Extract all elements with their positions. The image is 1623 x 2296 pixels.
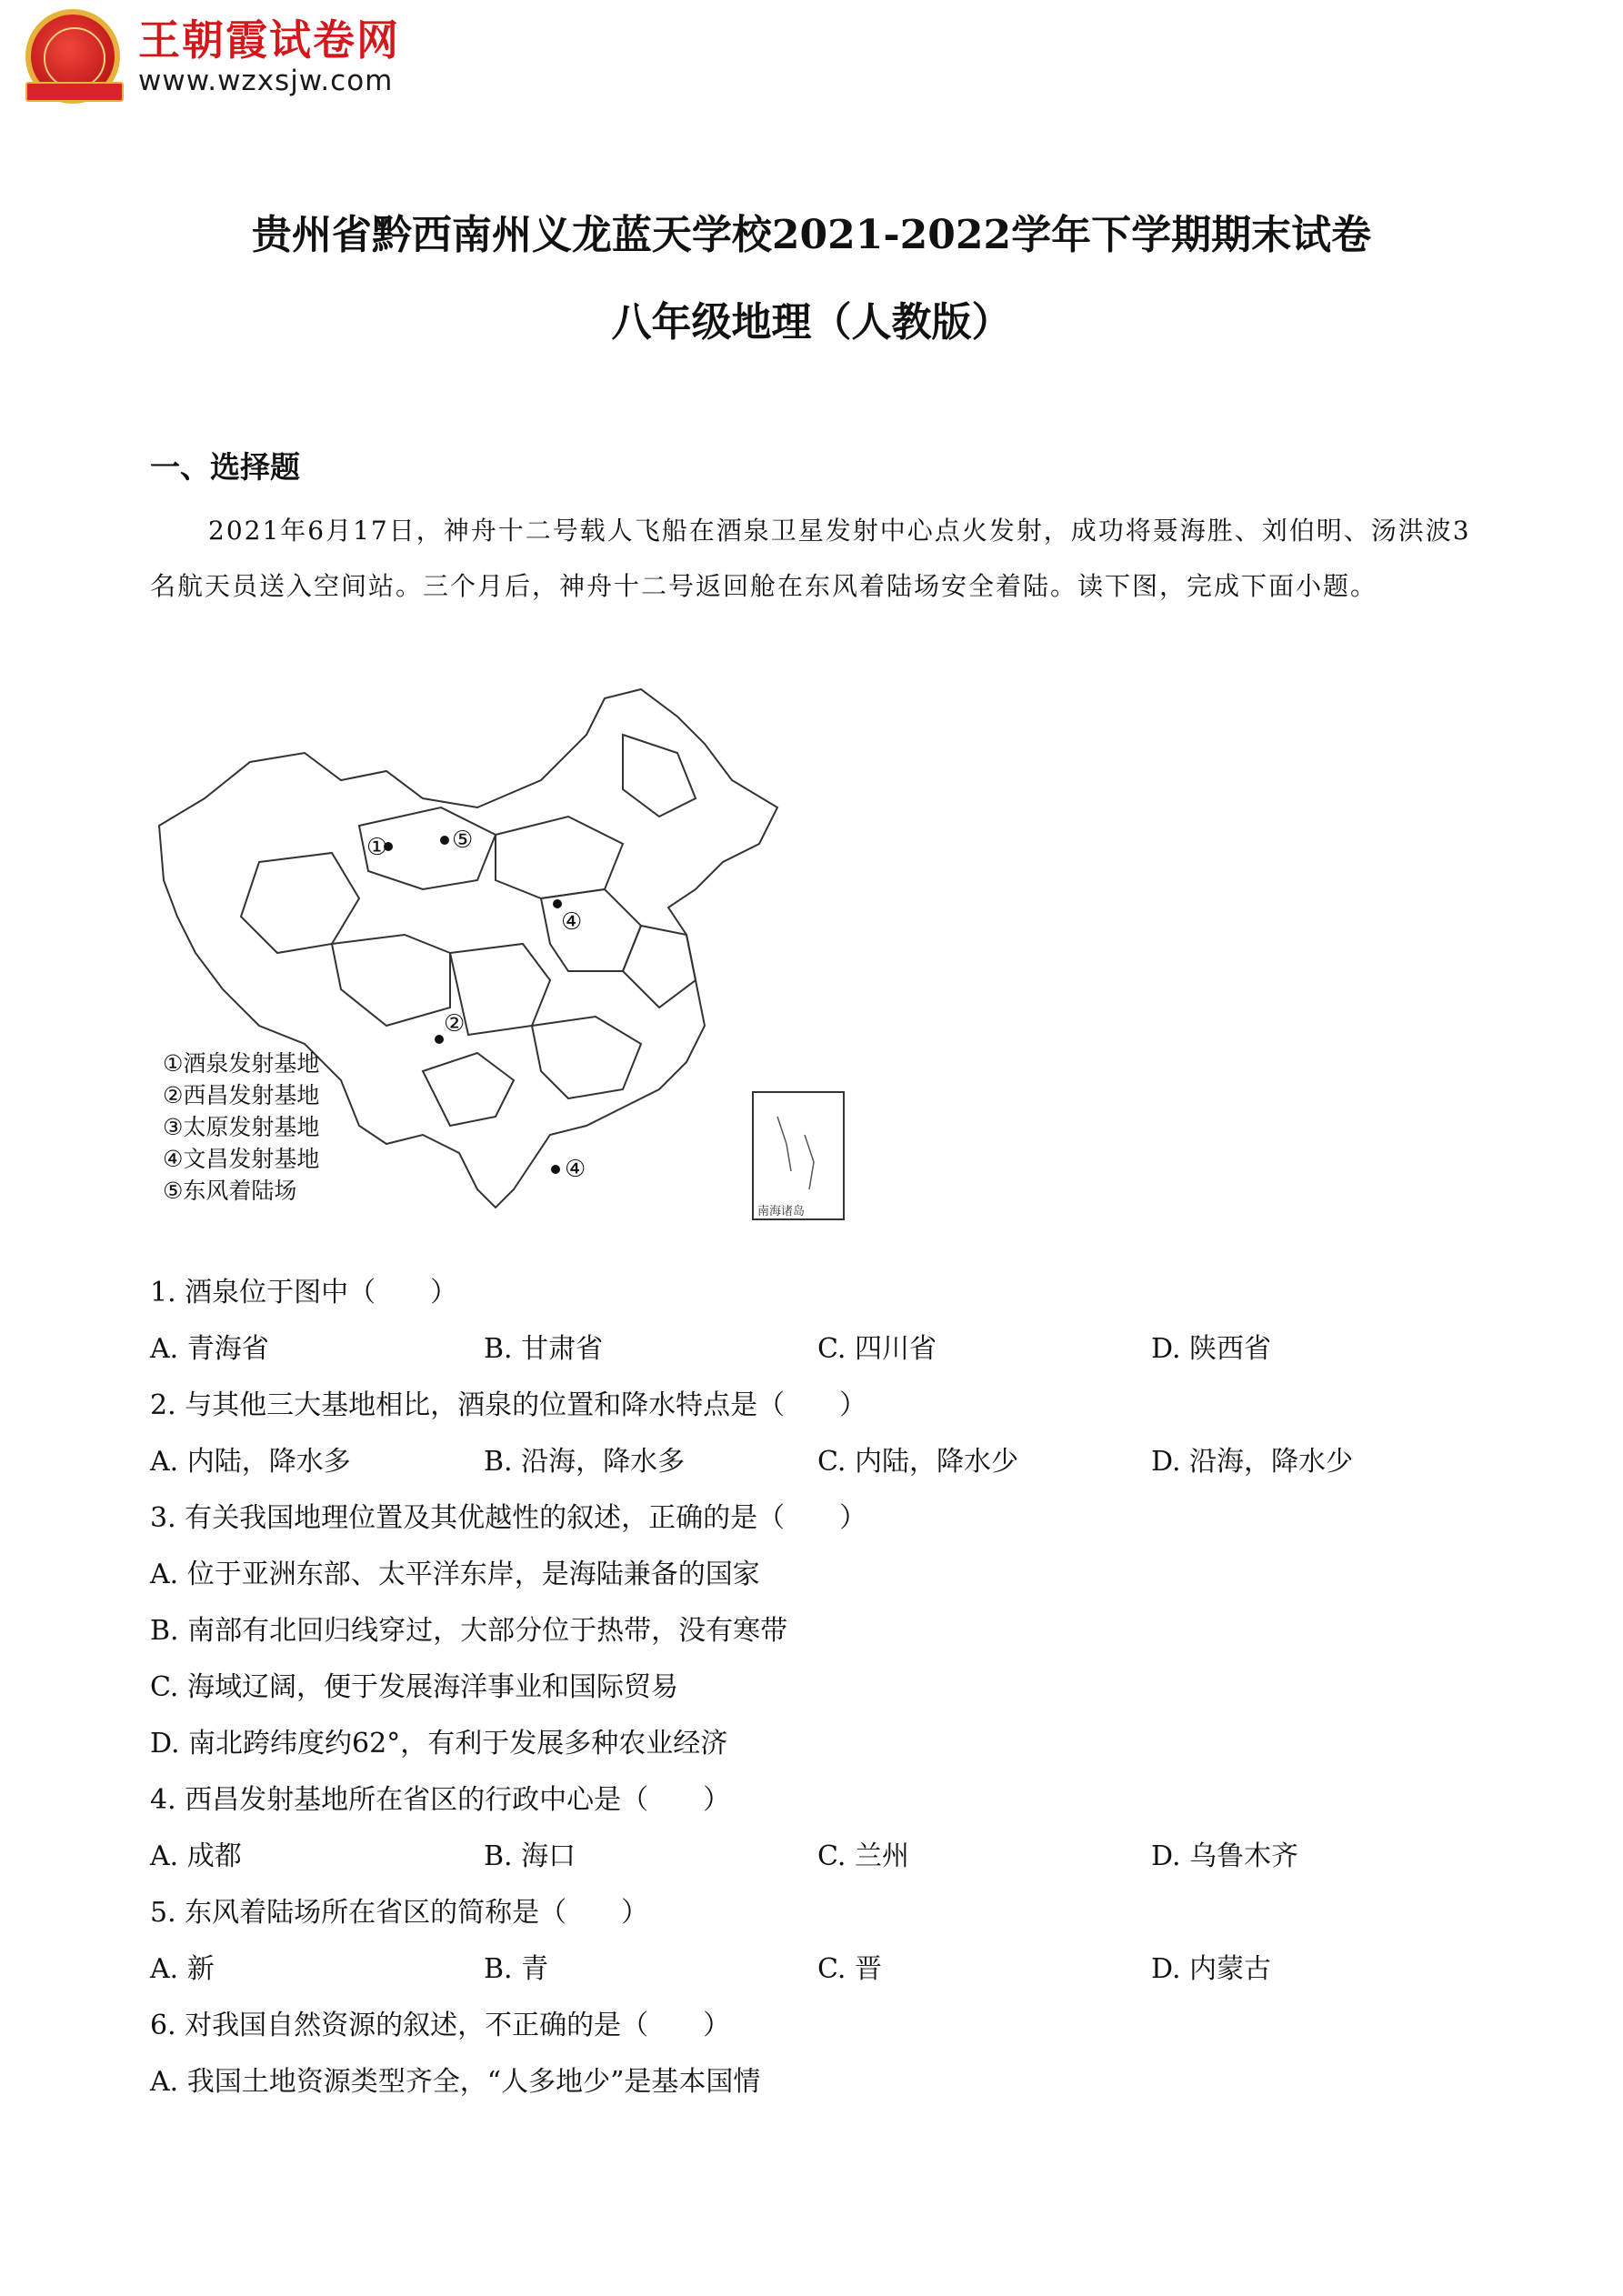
- option-a[interactable]: A. 我国土地资源类型齐全，“人多地少”是基本国情: [150, 2066, 761, 2098]
- option-a[interactable]: A. 青海省: [150, 1333, 269, 1365]
- question-stem: 2. 与其他三大基地相比，酒泉的位置和降水特点是（ ）: [150, 1389, 867, 1421]
- legend-item: ③太原发射基地: [163, 1114, 320, 1140]
- option-a[interactable]: A. 内陆，降水多: [150, 1446, 351, 1478]
- option-b[interactable]: B. 海口: [484, 1840, 576, 1872]
- legend-item: ①酒泉发射基地: [163, 1050, 320, 1077]
- option-b[interactable]: B. 青: [484, 1953, 549, 1985]
- option-b[interactable]: B. 甘肃省: [484, 1333, 604, 1365]
- logo-seal-icon: [25, 9, 120, 104]
- option-d[interactable]: D. 陕西省: [1151, 1333, 1272, 1365]
- option-b[interactable]: B. 沿海，降水多: [484, 1446, 686, 1478]
- legend-item: ②西昌发射基地: [163, 1082, 320, 1108]
- option-b[interactable]: B. 南部有北回归线穿过，大部分位于热带，没有寒带: [150, 1615, 788, 1647]
- map-marker-4a: ④: [561, 908, 583, 936]
- map-marker-4b: ④: [565, 1156, 586, 1183]
- question-intro: 2021年6月17日，神舟十二号载人飞船在酒泉卫星发射中心点火发射，成功将聂海胜、刘伯明、汤洪波3名航天员送入空间站。三个月后，神舟十二号返回舱在东风着陆场安全着陆。读下图，完成下面小题。: [150, 516, 1471, 601]
- exam-title: 贵州省黔西南州义龙蓝天学校2021-2022学年下学期期末试卷: [251, 212, 1372, 258]
- option-d[interactable]: D. 沿海，降水少: [1151, 1446, 1354, 1478]
- option-c[interactable]: C. 四川省: [817, 1333, 937, 1365]
- legend-item: ⑤东风着陆场: [163, 1178, 297, 1204]
- map-marker-2: ②: [444, 1010, 466, 1038]
- exam-subtitle: 八年级地理（人教版）: [611, 299, 1012, 346]
- question-stem: 3. 有关我国地理位置及其优越性的叙述，正确的是（ ）: [150, 1502, 867, 1534]
- brand-url[interactable]: www.wzxsjw.com: [138, 65, 394, 97]
- option-c[interactable]: C. 海域辽阔，便于发展海洋事业和国际贸易: [150, 1671, 678, 1703]
- section-heading: 一、选择题: [150, 449, 300, 485]
- question-stem: 1. 酒泉位于图中（ ）: [150, 1277, 458, 1308]
- option-c[interactable]: C. 内陆，降水少: [817, 1446, 1018, 1478]
- option-a[interactable]: A. 成都: [150, 1840, 242, 1872]
- option-c[interactable]: C. 晋: [817, 1953, 882, 1985]
- question-stem: 5. 东风着陆场所在省区的简称是（ ）: [150, 1897, 649, 1929]
- option-d[interactable]: D. 乌鲁木齐: [1151, 1840, 1299, 1872]
- option-a[interactable]: A. 位于亚洲东部、太平洋东岸，是海陆兼备的国家: [150, 1559, 760, 1590]
- inset-label: 南海诸岛: [757, 1205, 806, 1218]
- map-marker-5: ⑤: [452, 827, 474, 854]
- option-c[interactable]: C. 兰州: [817, 1840, 909, 1872]
- south-china-sea-inset: [753, 1092, 844, 1219]
- question-stem: 4. 西昌发射基地所在省区的行政中心是（ ）: [150, 1784, 731, 1816]
- brand-name: 王朝霞试卷网: [138, 15, 400, 65]
- legend-item: ④文昌发射基地: [163, 1146, 320, 1172]
- map-marker-1: ①: [366, 834, 388, 861]
- china-map-figure: [150, 680, 859, 1226]
- site-logo[interactable]: [25, 9, 400, 104]
- option-d[interactable]: D. 内蒙古: [1151, 1953, 1272, 1985]
- question-stem: 6. 对我国自然资源的叙述，不正确的是（ ）: [150, 2010, 731, 2041]
- option-a[interactable]: A. 新: [150, 1953, 215, 1985]
- option-d[interactable]: D. 南北跨纬度约62°，有利于发展多种农业经济: [150, 1728, 728, 1760]
